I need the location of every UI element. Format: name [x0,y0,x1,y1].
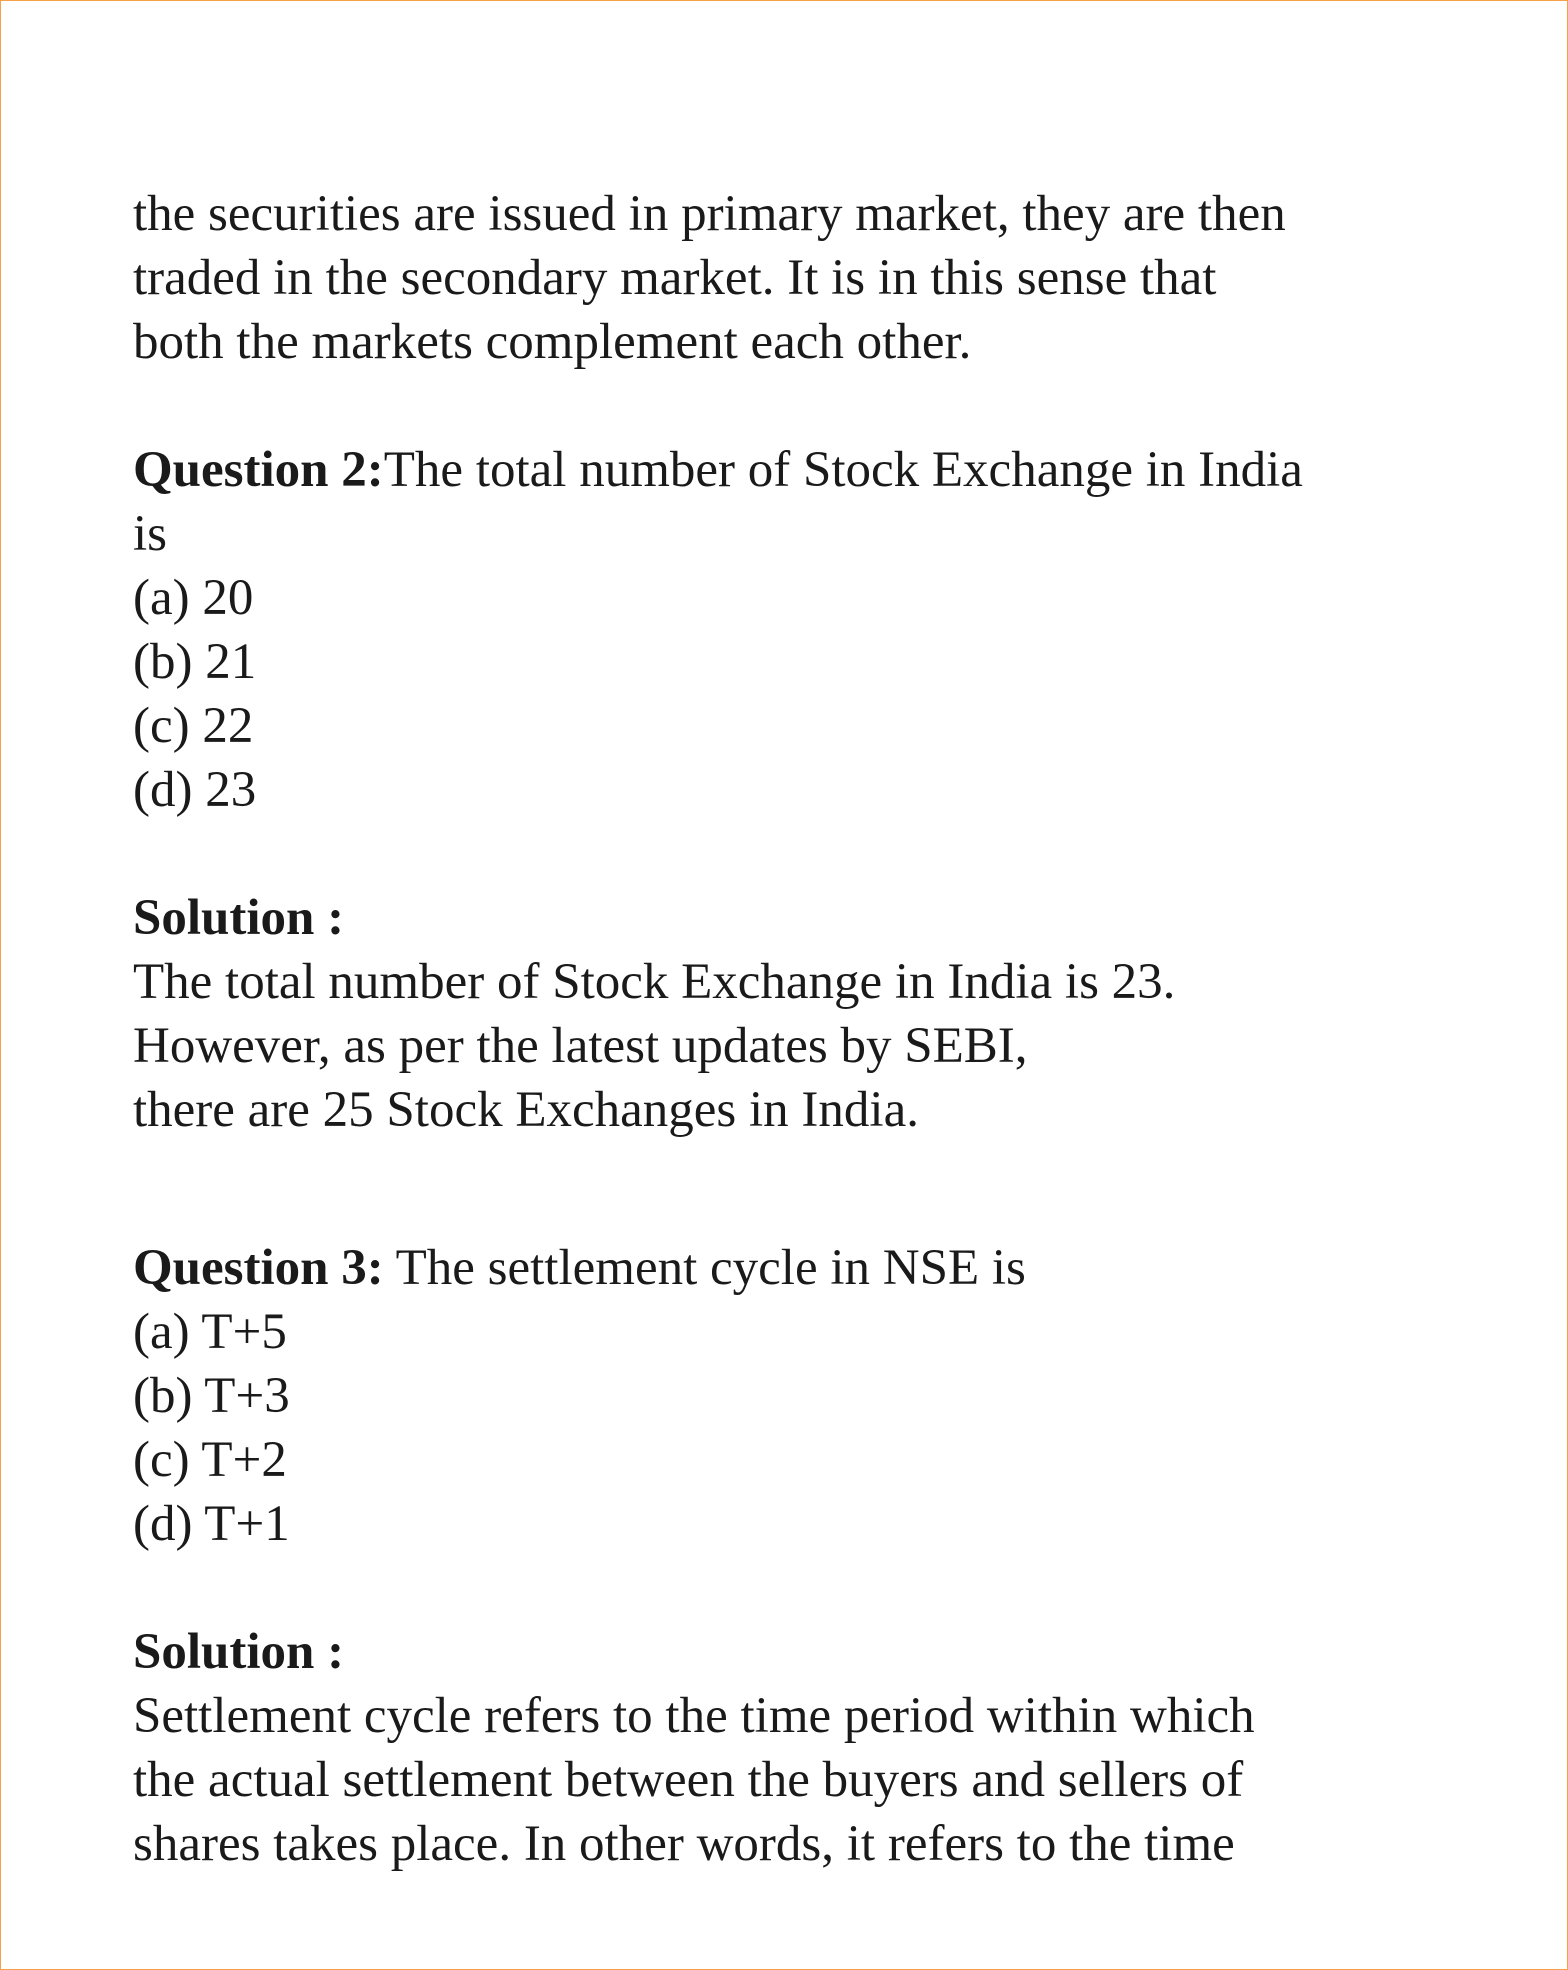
question-2-label: Question 2: [133,442,384,498]
solution-3 [133,1620,1433,1876]
solution-2-line: there are 25 Stock Exchanges in India. [133,1082,919,1138]
page-content [133,182,1433,1876]
intro-line: traded in the secondary market. It is in this sense that [133,250,1217,306]
solution-2-line: The total number of Stock Exchange in India is 23. [133,954,1176,1010]
question-3-option-d: (d) T+1 [133,1496,290,1552]
solution-3-heading: Solution : [133,1624,345,1680]
spacer [133,1142,1433,1236]
spacer [133,1556,1433,1620]
question-2-line [133,438,1433,502]
question-2-option-b: (b) 21 [133,634,257,690]
question-3-label: Question 3: [133,1240,384,1296]
spacer [133,822,1433,886]
question-2-option-c: (c) 22 [133,698,254,754]
question-2 [133,438,1433,822]
question-2-text-continued: is [133,506,168,562]
solution-3-line: the actual settlement between the buyers and sellers of [133,1752,1244,1808]
solution-2 [133,886,1433,1142]
intro-line: the securities are issued in primary market, they are then [133,186,1286,242]
question-2-option-d: (d) 23 [133,762,257,818]
solution-2-line: However, as per the latest updates by SEBI, [133,1018,1028,1074]
intro-paragraph [133,182,1433,374]
question-3-option-b: (b) T+3 [133,1368,290,1424]
question-3 [133,1236,1433,1556]
question-3-option-c: (c) T+2 [133,1432,287,1488]
question-2-option-a: (a) 20 [133,570,254,626]
solution-3-line: shares takes place. In other words, it refers to the time [133,1816,1235,1872]
solution-2-heading: Solution : [133,890,345,946]
question-3-option-a: (a) T+5 [133,1304,287,1360]
question-2-text: The total number of Stock Exchange in India [383,442,1303,498]
solution-3-line: Settlement cycle refers to the time period within which [133,1688,1255,1744]
question-3-line [133,1236,1433,1300]
question-3-text: The settlement cycle in NSE is [383,1240,1026,1296]
spacer [133,374,1433,438]
intro-line: both the markets complement each other. [133,314,972,370]
